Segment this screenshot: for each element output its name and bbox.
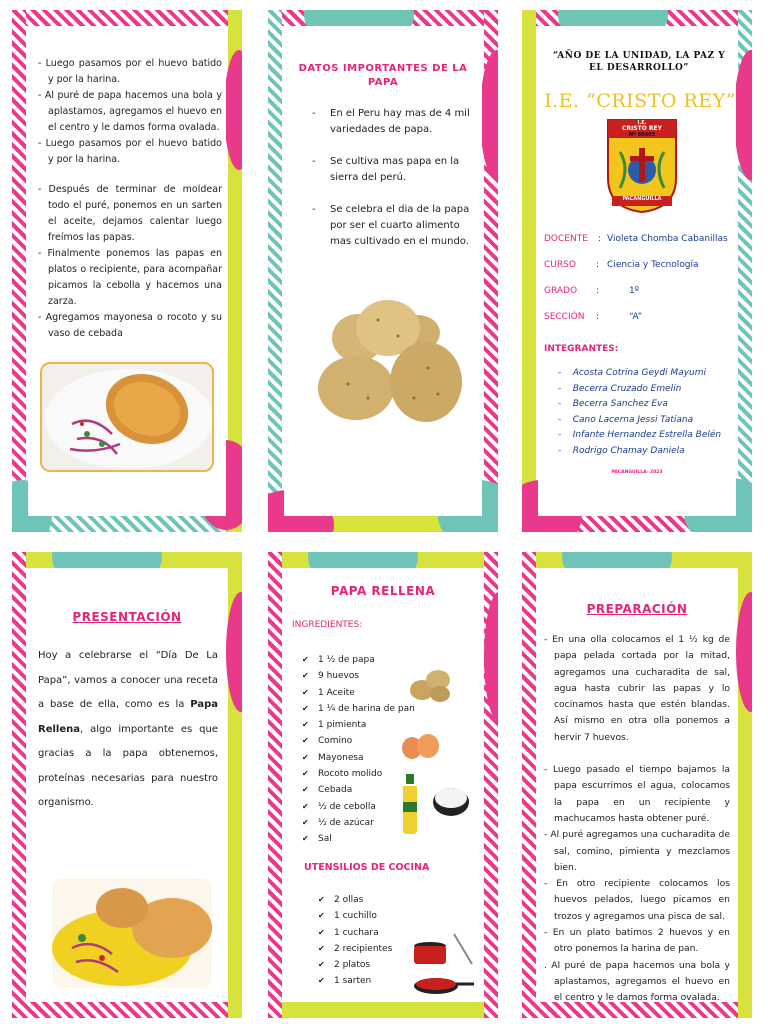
- field-sep: :: [598, 234, 602, 244]
- member-name: Cano Lacerna Jessi Tatiana: [572, 414, 694, 425]
- ingredient-item: ✔ 1 ¼ de harina de pan: [302, 701, 442, 717]
- logo-line: Nº 80403: [628, 132, 656, 138]
- school-logo: [606, 118, 678, 214]
- bullet: -: [312, 204, 316, 215]
- field-label: DOCENTE: [544, 234, 588, 244]
- papa-rellena-plate-image: [52, 878, 212, 988]
- potatoes-image: [318, 298, 468, 428]
- member-item: - Becerra Sanchez Eva: [558, 399, 668, 409]
- school-name: I.E. “CRISTO REY”: [544, 90, 736, 112]
- member-item: - Infante Hernandez Estrella Belén: [558, 430, 722, 440]
- presentacion-text: [38, 644, 218, 816]
- ingredient-item: ✔ 9 huevos: [302, 668, 442, 684]
- info-fields: [544, 226, 744, 330]
- left-stripe: [522, 10, 536, 532]
- motto: “AÑO DE LA UNIDAD, LA PAZ Y EL DESARROLLO”: [552, 51, 726, 73]
- fact-item: [312, 154, 472, 186]
- presentacion-title: PRESENTACIÓN: [72, 610, 182, 624]
- tool-item: ✔ 1 cuchillo: [318, 908, 428, 924]
- tool-item: ✔ 2 ollas: [318, 892, 428, 908]
- panel-preparacion: [522, 552, 752, 1018]
- member-item: - Becerra Cruzado Emelin: [558, 383, 682, 394]
- logo-text: [606, 120, 678, 138]
- intro-text-end: , algo importante es que gracias a la papa obtenemos, proteínas necesarias para nuestro organismo.: [38, 723, 218, 808]
- fact-text: Se cultiva mas papa en la sierra del perú.: [330, 156, 460, 183]
- left-stripe: [12, 10, 26, 532]
- panel-presentacion: [12, 552, 242, 1018]
- ingredient-item: ✔ 1 ½ de papa: [302, 652, 442, 668]
- field-grado: [544, 278, 744, 304]
- blob: [734, 50, 752, 180]
- logo-line: CRISTO REY: [622, 125, 662, 132]
- members-list: [558, 366, 748, 459]
- blob: [480, 50, 498, 180]
- datos-title: DATOS IMPORTANTES DE LA PAPA: [298, 63, 468, 88]
- preparacion-title: PREPARACIÓN: [586, 602, 688, 616]
- ingredient-item: ✔ ½ de azúcar: [302, 815, 442, 831]
- prep-step: - Luego pasado el tiempo bajamos la papa escurrimos el agua, colocamos la papa en un recipiente y machucamos hasta obtener puré.: [544, 764, 730, 824]
- panel-datos: [268, 10, 498, 532]
- papa-rellena-photo: [40, 362, 214, 472]
- field-value: Ciencia y Tecnología: [607, 260, 699, 270]
- prep-step: - Al puré agregamos una cucharadita de sal, comino, pimienta y mezclamos bien.: [544, 829, 730, 873]
- panel-steps-continued: [12, 10, 242, 532]
- oil-bottle-icon: [400, 774, 420, 834]
- eggs-icon: [398, 730, 444, 762]
- member-name: Acosta Cotrina Geydi Mayumi: [572, 368, 706, 378]
- ingredients-label: INGREDIENTES:: [292, 620, 363, 630]
- ingredient-item: ✔ 1 Aceite: [302, 685, 442, 701]
- bottom-stripe: [268, 1002, 498, 1018]
- members-label: INTEGRANTES:: [544, 344, 619, 354]
- blob: [224, 50, 242, 170]
- field-label: SECCIÓN: [544, 312, 585, 322]
- papa-rellena-image: [42, 364, 214, 472]
- step-item: - Al puré de papa hacemos una bola y aplastamos, agregamos el huevo en el centro y le damos forma ovalada.: [38, 90, 222, 133]
- left-stripe: [12, 552, 26, 1018]
- tools-label: UTENSILIOS DE COCINA: [304, 862, 430, 873]
- prep-step: - En una olla colocamos el 1 ½ kg de papa pelada cortada por la mitad, agregamos una cucharadita de sal, agua hasta cubrir las papas y lo cocinamos hasta que estén blandas. Así mismo en otra olla ponemos a hervir 7 huevos.: [544, 634, 730, 743]
- left-stripe: [522, 552, 536, 1018]
- recipe-title: PAPA RELLENA: [330, 584, 436, 598]
- field-label: CURSO: [544, 260, 576, 270]
- field-label: GRADO: [544, 286, 578, 296]
- bullet: -: [312, 108, 316, 119]
- facts-list: [312, 106, 472, 250]
- ingredient-item: ✔ Mayonesa: [302, 750, 442, 766]
- member-name: Becerra Cruzado Emelin: [572, 383, 682, 394]
- recipe-name: Papa Rellena: [38, 699, 218, 735]
- field-seccion: [544, 304, 744, 330]
- member-name: Infante Hernandez Estrella Belén: [572, 430, 722, 440]
- field-curso: [544, 252, 744, 278]
- papa-rellena-plate-photo: [52, 878, 212, 988]
- intro-text: Hoy a celebrarse el “Día De La Papa”, vamos a conocer una receta a base de ella, como es la: [38, 650, 218, 710]
- panel-cover: [522, 10, 752, 532]
- tool-item: ✔ 2 recipientes: [318, 941, 428, 957]
- bullet: -: [312, 156, 316, 167]
- member-item: - Rodrigo Chamay Daniela: [558, 445, 685, 456]
- prep-step: . Al puré de papa hacemos una bola y aplastamos, agregamos el huevo en el centro y le damos forma ovalada.: [544, 959, 730, 1004]
- member-name: Becerra Sanchez Eva: [572, 399, 668, 409]
- field-value: “A”: [629, 312, 643, 322]
- footer: PACANGUILLA- 2023: [611, 470, 663, 475]
- tool-item: ✔ 2 platos: [318, 957, 428, 973]
- fact-text: Se celebra el dia de la papa por ser el cuarto alimento mas cultivado en el mundo.: [330, 204, 470, 247]
- ingredient-item: ✔ 1 pimienta: [302, 717, 442, 733]
- field-sep: :: [596, 260, 600, 270]
- field-docente: [544, 226, 744, 252]
- bottom-stripe: [12, 1002, 242, 1018]
- member-name: Rodrigo Chamay Daniela: [572, 445, 685, 456]
- prep-step: - En un plato batimos 2 huevos y en otro ponemos la harina de pan.: [544, 927, 730, 955]
- panel-ingredientes: [268, 552, 498, 1018]
- field-sep: :: [596, 286, 600, 296]
- top-stripe: [12, 10, 242, 26]
- field-value: Violeta Chomba Cabanillas: [607, 234, 728, 244]
- step-item: - Después de terminar de moldear todo el puré, ponemos en un sarten el aceite, dejamos calentar luego freímos las papas.: [38, 184, 222, 243]
- flour-bowl-icon: [430, 782, 472, 822]
- fact-item: [312, 202, 472, 250]
- fact-text: En el Peru hay mas de 4 mil variedades de papa.: [330, 108, 470, 135]
- tool-item: ✔ 1 cuchara: [318, 925, 428, 941]
- prep-step: - En otro recipiente colocamos los huevos pelados, luego picamos en trozos y agregamos una pisca de sal.: [544, 878, 730, 922]
- member-item: - Cano Lacerna Jessi Tatiana: [558, 414, 694, 425]
- logo-line: I.E.: [637, 120, 647, 126]
- logo-line: PACANGUILLA: [622, 196, 662, 202]
- ingredient-item: ✔ Sal: [302, 831, 442, 847]
- ingredient-item: ✔ Comino: [302, 733, 442, 749]
- left-stripe: [268, 10, 282, 532]
- ingredient-item: ✔ ½ de cebolla: [302, 799, 442, 815]
- fact-item: [312, 106, 472, 138]
- cookware-icon: [406, 932, 476, 1002]
- preparation-steps: [542, 632, 730, 1007]
- ingredient-item: ✔ Rocoto molido: [302, 766, 442, 782]
- step-item: - Luego pasamos por el huevo batido y por la harina.: [38, 138, 222, 165]
- member-item: - Acosta Cotrina Geydi Mayumi: [558, 368, 706, 378]
- potato-icon: [408, 666, 454, 706]
- ingredient-item: ✔ Cebada: [302, 782, 442, 798]
- step-item: - Luego pasamos por el huevo batido y por la harina.: [38, 58, 222, 85]
- left-stripe: [268, 552, 282, 1018]
- field-sep: :: [596, 312, 600, 322]
- field-value: 1º: [629, 286, 640, 296]
- step-item: - Finalmente ponemos las papas en platos o recipiente, para acompañar picamos la cebolla y hacemos una zarza.: [38, 248, 222, 307]
- tool-item: ✔ 1 sarten: [318, 973, 428, 989]
- steps-list: [36, 56, 222, 342]
- panel-body: [284, 26, 482, 516]
- step-item: - Agregamos mayonesa o rocoto y su vaso de cebada: [38, 312, 222, 339]
